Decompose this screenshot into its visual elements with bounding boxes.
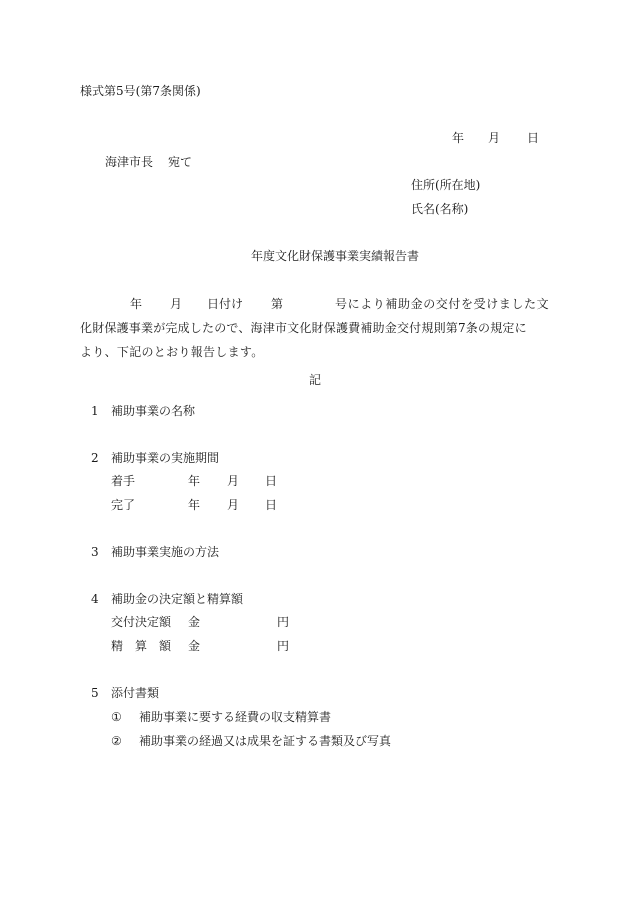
body-line3: より、下記のとおり報告します。 [80, 345, 264, 359]
item-2-label: 補助事業の実施期間 [111, 451, 220, 465]
item-1-number: 1 [91, 404, 99, 418]
end-label: 完了 [111, 498, 136, 512]
end-month: 月 [227, 498, 240, 512]
body-line2: 化財保護事業が完成したので、海津市文化財保護費補助金交付規則第7条の規定に [80, 321, 527, 335]
settled-amount-label: 精 算 額 [111, 639, 172, 653]
item-4-number: 4 [91, 592, 99, 606]
start-day: 日 [265, 474, 278, 488]
end-day: 日 [265, 498, 278, 512]
item-3-label: 補助事業実施の方法 [111, 545, 220, 559]
body-month: 月 [170, 297, 183, 311]
item-1-label: 補助事業の名称 [111, 404, 196, 418]
document-title: 年度文化財保護事業実績報告書 [251, 249, 420, 263]
item-4-label: 補助金の決定額と精算額 [111, 592, 244, 606]
settled-amount-unit: 円 [277, 639, 290, 653]
item-2-number: 2 [91, 451, 99, 465]
decided-amount-prefix: 金 [188, 615, 201, 629]
item-5-label: 添付書類 [111, 686, 160, 700]
date-day: 日 [527, 131, 540, 145]
date-month: 月 [488, 131, 501, 145]
start-label: 着手 [111, 474, 136, 488]
end-year: 年 [188, 498, 201, 512]
form-label: 様式第5号(第7条関係) [80, 84, 201, 98]
date-year: 年 [452, 131, 465, 145]
body-number-prefix: 第 [271, 297, 284, 311]
applicant-address-label: 住所(所在地) [411, 178, 481, 192]
start-year: 年 [188, 474, 201, 488]
attachment-text: 補助事業に要する経費の収支精算書 [139, 710, 332, 724]
addressee-name: 海津市長 [105, 155, 154, 169]
ki-heading: 記 [309, 373, 322, 387]
attachment-text: 補助事業の経過又は成果を証する書類及び写真 [139, 734, 392, 748]
body-date-suffix: 日付け [207, 297, 244, 311]
addressee-suffix: 宛て [168, 155, 193, 169]
applicant-name-label: 氏名(名称) [411, 202, 469, 216]
body-line1-text: 号により補助金の交付を受けました文 [335, 297, 550, 311]
body-year: 年 [130, 297, 143, 311]
start-month: 月 [227, 474, 240, 488]
decided-amount-label: 交付決定額 [111, 615, 172, 629]
attachment-mark: ① [111, 710, 122, 724]
item-3-number: 3 [91, 545, 99, 559]
decided-amount-unit: 円 [277, 615, 290, 629]
settled-amount-prefix: 金 [188, 639, 201, 653]
item-5-number: 5 [91, 686, 99, 700]
attachment-mark: ② [111, 734, 122, 748]
